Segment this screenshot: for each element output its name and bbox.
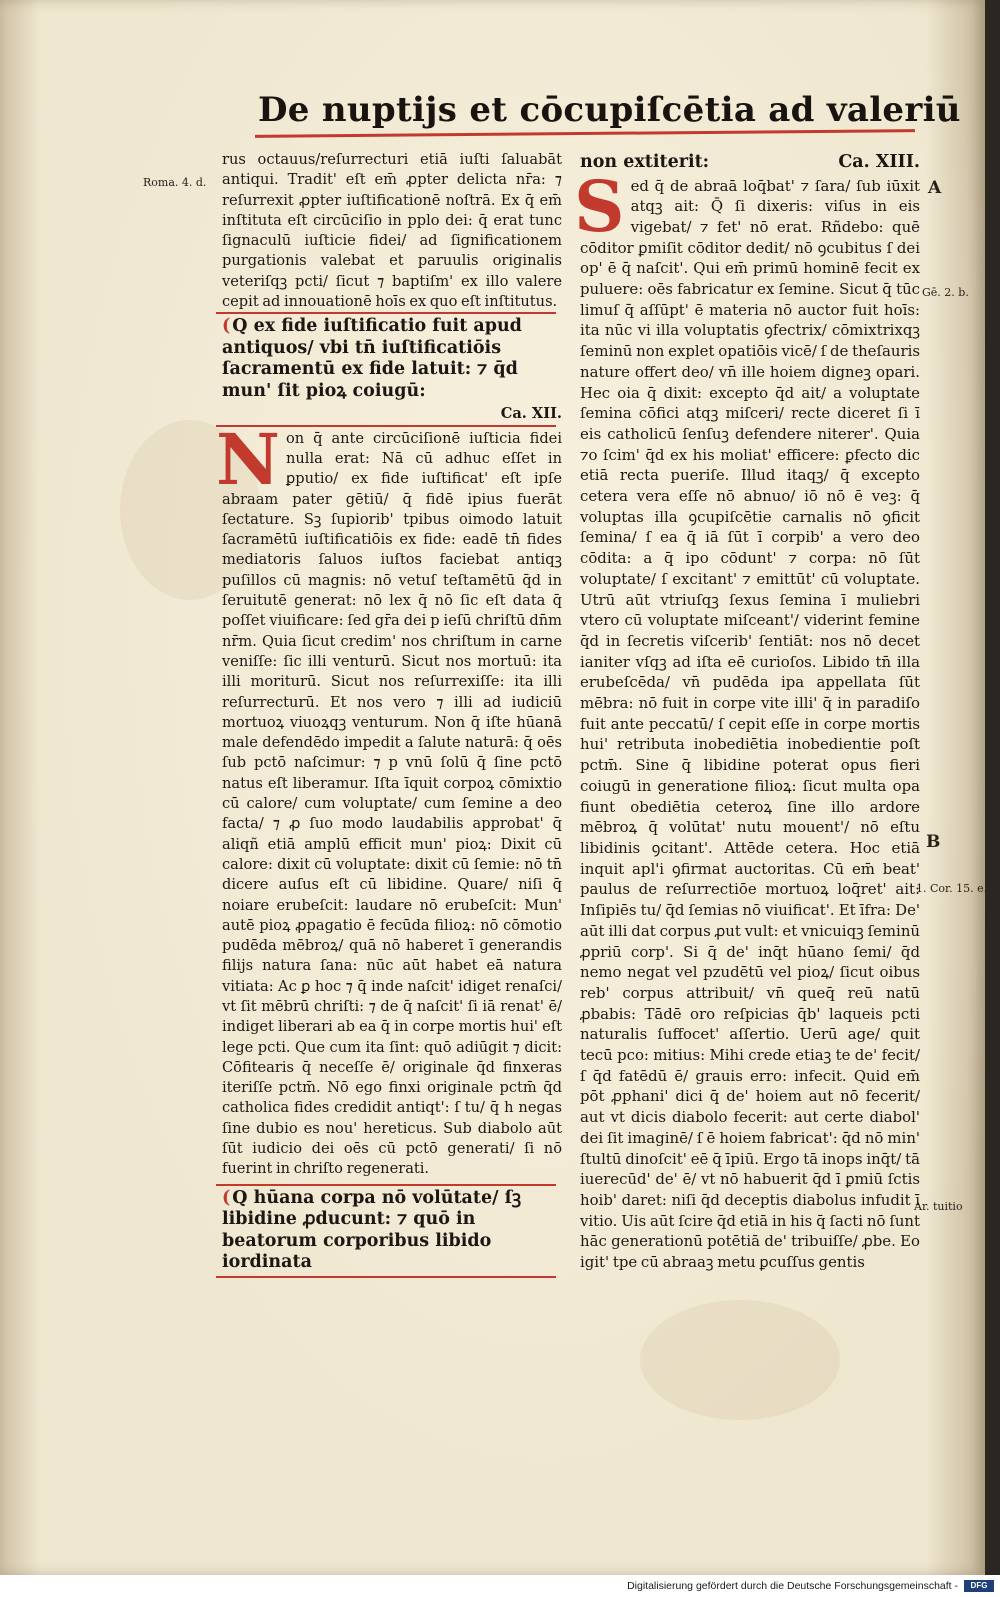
- dfg-logo: DFG: [964, 1580, 994, 1592]
- chapter-heading-text: Q ex fide iuſtificatio fuit apud antiquos/ vbi tn̄ iuſtificatiōis ſacramentū ex fide latuit: ⁊ q̄d mun' ſit pioꝝ coiugū:: [222, 316, 522, 401]
- pilcrow-mark: (: [222, 1187, 231, 1208]
- initial-letter: S: [574, 164, 625, 248]
- margin-reference-left: Roma. 4. d.: [143, 176, 207, 189]
- margin-letter-b: B: [926, 832, 941, 852]
- footer-bar: [0, 1575, 1000, 1597]
- chapter-number: Ca. XII.: [500, 405, 562, 423]
- initial-letter: N: [216, 417, 280, 501]
- pilcrow-mark: (: [222, 316, 231, 337]
- chapter-heading: [222, 316, 562, 402]
- chapter-heading-text: non extiterit:: [580, 152, 710, 172]
- paragraph: on q̄ ante circūciſionē iuſticia fidei nulla erat: Nā cū adhuc eſſet in ꝑputio/ ex fide iuſtificat' eſt ipſe abraam pater gētiū/ q̄ fidē ipius fuerāt ſectature. Sꝫ ſupiorib' tpibus oimodo latuit ſacramētū iuſtificatiōis ex fide: eadē tn̄ fides mediatoris ſaluos iuſtos faciebat antiqꝫ puſillos cū magnis: nō vetuſ teſtamētū q̄d in ſeruitutē generat: nō lex q̄ nō ſic eſt data q̄ poſſet viuificare: ſed gr̄a dei p ieſū chriſtū dn̄m nr̄m. Quia ſicut credim' nos chriſtum in carne veniſſe: ſic illi venturū. Sicut nos mortuū: ita illi moriturū. Sicut nos reſurrexiſſe: ita illi reſurrecturū. Et nos vero ⁊ illi ad iudiciū mortuoꝝ viuoꝝqꝫ venturum. Non q̄ iſte hūanā male defendēdo impedit a ſalute naturā: q̄ oēs ſub pctō naſcimur: ⁊ p vnū ſolū q̄ ſine pctō natus eſt liberamur. Iſta īquit corpoꝝ cōmixtio cū calore/ cum voluptate/ cum ſemine a deo facta/ ⁊ ꝓ ſuo modo laudabilis approbat' q̄ aliqñ etiā amplū efficit mun' pioꝝ: Dixit cū calore: dixit cū voluptate: dixit cū ſemie: nō tn̄ dicere auſus eſt cū libidine. Quare/ niſi q̄ noiare erubeſcit: laudare nō erubeſcit: Mun' autē pioꝝ ꝓpagatio ē fecūda filioꝝ: nō cōmotio pudēda mēbroꝝ/ quā nō haberet ī generandis filijs natura ſana: nūc aūt habet eā natura vitiata: Ac ꝑ hoc ⁊ q̄ inde naſcit' idiget renaſci/ vt ſit mēbrū chriſti: ⁊ de q̄ naſcit' ſi iā renat' ē/ indiget liberari ab ea q̄ in corpe mortis hui' eſt lege pcti. Que cum ita ſint: quō adiūgit ⁊ dicit: Cōfitearis q̄ neceſſe ē/ originale q̄d finxeras iteriſſe pctm̄. Nō ego finxi originale pctm̄ q̄d catholica fides credidit antiqt': ſ tu/ q̄ h negas ſine dubio es nou' hereticus. Sub diabolo aūt ſūt iudicio dei oēs cū pctō generati/ ſi nō fuerint in chriſto regenerati.: [222, 429, 562, 1178]
- margin-reference-right-3: Ar. tuitio: [914, 1200, 963, 1213]
- chapter-heading-text: Q hūana corpa nō volūtate/ ſꝫ libidine ꝓducunt: ⁊ quō in beatorum corporibus libido iordinata: [222, 1187, 522, 1273]
- chapter-heading: [222, 1188, 562, 1274]
- chapter-heading: [580, 152, 920, 174]
- chapter-number: Ca. XIII.: [838, 152, 920, 172]
- margin-letter-a: A: [928, 178, 942, 198]
- paragraph: rus octauus/reſurrecturi etiā iuſti ſaluabāt antiqui. Tradit' eſt em̄ ꝓpter delicta nr̄a: ⁊ reſurrexit ꝓpter iuſtificationē noſtrā. Ex q̄ em̄ inſtituta eſt circūciſio in pplo dei: q̄ erat tunc ſignaculū iuſticie fidei/ ad ſignificationem purgationis valebat et paruulis originalis veteriſqꝫ pcti/ ſicut ⁊ baptiſm' ex illo valere cepit ad innouationē hoīs ex quo eſt inſtitutus.: [222, 151, 562, 311]
- margin-reference-right-1: Gē. 2. b.: [922, 286, 969, 299]
- margin-reference-right-2: 1. Cor. 15. e.: [916, 882, 988, 895]
- rubric-rule: [216, 1276, 556, 1278]
- right-column: [574, 150, 920, 1273]
- paragraph: ed q̄ de abraā loq̄bat' ⁊ ſara/ ſub iūxit atqꝫ ait: Q̄ ſi dixeris: viſus in eis vigebat/ ⁊ fet' nō erat. Rñdebo: quē cōditor ꝑmiſit cōditor dedit/ nō ꝯcubitus ſ dei op' ē q̄ naſcit'. Qui em̄ primū hominē fecit ex puluere: oēs fabricatur ex ſemine. Sicut q̄ tūc limuſ q̄ aſſūpt' ē materia nō auctor fuit hoīs: ita nūc vi illa voluptatis ꝯfectrix/ cōmixtrixqꝫ ſeminū non explet opatiōis vicē/ ſ de theſauris nature offert deo/ vn̄ ille hoiem digneꝫ opari. Hec oia q̄ dixit: excepto q̄d ait/ a voluptate ſemina cōfici atqꝫ miſceri/ recte diceret ſi ī eis catholicū ſenſuꝫ defendere niterer'. Quia ⁊o ſcim' q̄d ex his moliat' efficere: ꝑfecto dic etiā recta pueriſe. Illud itaqꝫ/ q̄ excepto cetera vera eſſe nō abnuo/ iō nō ē veꝫ: q̄ voluptas illa ꝯcupiſcētie carnalis nō ꝯficit ſemina/ ſ ea q̄ iā ſūt ī corpib' a vero deo cōdita: a q̄ ipo cōdunt' ⁊ corpa: nō ſūt voluptate/ ſ excitant' ⁊ emittūt' cū voluptate. Utrū aūt vtriuſqꝫ ſexus ſemina ī muliebri vtero cū voluptate miſceant'/ viderint femine q̄d in ſecretis viſcerib' ſentiāt: nos nō decet ianiter vſqꝫ ad iſta eē curioſos. Libido tn̄ illa erubeſcēda/ vn̄ pudēda ipa appellata ſūt mēbra: nō fuit in corpe vite illi' q̄ in paradiſo fuit ante peccatū/ ſ cepit eſſe in corpe mortis hui' retributa inobediētia inobedientie poſt pctm̄. Sine q̄ libidine poterat opus fieri coiugū in generatione filioꝝ: ſicut multa opa fiunt obediētia ceteroꝝ ſine illo ardore mēbroꝝ q̄ volūtat' nutu mouent'/ nō eſtu libidinis ꝯcitant'. Attēde cetera. Hoc etiā inquit apl'i ꝯfirmat auctoritas. Cū em̄ beat' paulus de reſurrectiōe mortuoꝝ loq̄ret' ait: Inſipiēs tu/ q̄d ſemias nō viuificat'. Et īfra: De' aūt illi dat corpus ꝓut vult: et vnicuiqꝫ ſeminū ꝓpriū corp'. Si q̄ de' inq̄t hūano ſemi/ q̄d nemo negat vel pzudētū vel pioꝝ/ ſicut oibus reb' corpus attribuit/ vn̄ queq̄ reū natū ꝓbabis: Tādē oro reſpicias q̄b' laqueis pcti naturalis ſuffocet' aſſertio. Uerū age/ quit tecū pco: mitius: Mihi crede etiaꝫ te de' fecit/ ſ q̄d fatēdū ē/ grauis erro: infecit. Quid em̄ pōt ꝓphani' dici q̄ de' hoiem aut nō fecerit/ aut vt dicis diabolo fecerit: aut certe diabol' dei ſit imaginē/ ſ ē hoiem fabricat': q̄d nō min' ſtultū dinoſcit' eē q̄ īpiū. Ergo tā inops inq̄t/ tā iuerecūd' de' ē/ vt nō habuerit q̄d ī ꝑmiū ſctis hoib' daret: niſi q̄d deceptis diabolus infudit ī vitio. Uis aūt ſcire q̄d etiā in his q̄ ſacti nō ſunt hāc generationū potētiā de' tribuiſſe/ ꝓbe. Eo igit' tpe cū abraaꝫ metu ꝑcuſſus gentis: [580, 176, 920, 1272]
- rubric-rule: [216, 1184, 556, 1186]
- rubric-rule: [216, 312, 556, 314]
- footer-credit: Digitalisierung gefördert durch die Deutsche Forschungsgemeinschaft -: [627, 1580, 958, 1592]
- paper-stain: [640, 1300, 840, 1420]
- running-title: De nuptijs et cōcupiſcētia ad valeriū: [258, 90, 961, 130]
- left-column: [216, 150, 562, 1280]
